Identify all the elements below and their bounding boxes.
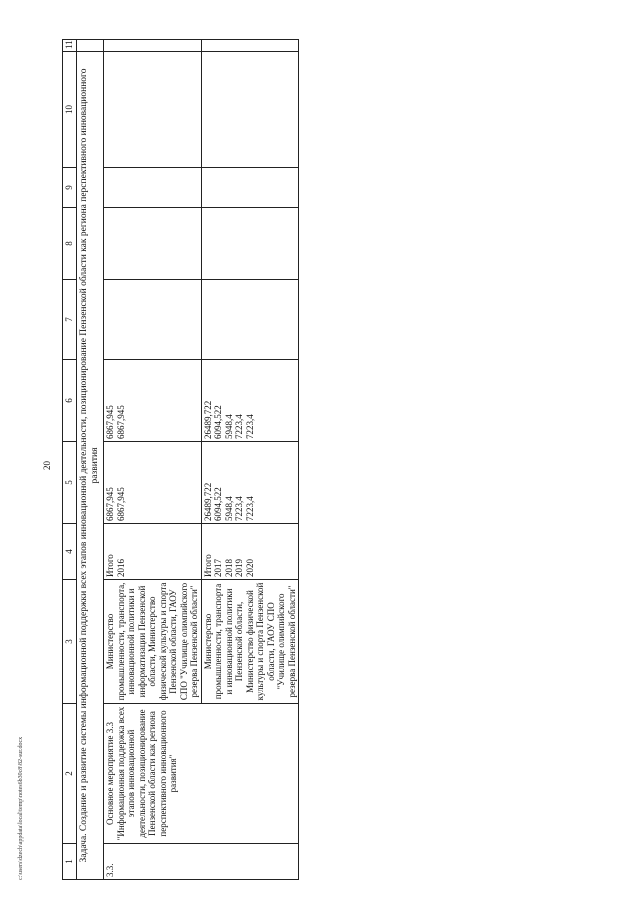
year-cell: 2016 [115,559,126,577]
empty-cell [104,280,202,360]
task-row [77,40,104,880]
empty-cell [104,52,202,168]
value-cell: 5948,4 [223,414,234,439]
col-header: 1 [63,844,77,880]
value-cell: 7223,4 [234,414,244,439]
year-cell: 2020 [244,559,255,577]
year-cell: 2017 [213,559,223,577]
col5-1 [104,442,202,524]
col-header: 8 [63,208,77,280]
empty-cell [201,280,299,360]
value-cell: 7223,4 [244,414,255,439]
years-2 [201,524,299,580]
col-header: 5 [63,442,77,524]
empty-cell [104,208,202,280]
empty-cell [201,52,299,168]
value-cell: 7223,4 [244,496,255,521]
value-cell: 6094,522 [213,405,223,439]
col6-1 [104,360,202,442]
value-cell: 6867,945 [115,487,126,521]
value-cell: 7223,4 [234,496,244,521]
col-header: 10 [63,52,77,168]
col5-2 [201,442,299,524]
row-number: 3.3. [104,844,299,880]
year-cell: 2018 [223,559,234,577]
budget-table [62,39,299,880]
empty-cell [201,40,299,52]
col-header: 7 [63,280,77,360]
task-text: Задача. Создание и развитие системы информационной поддержки всех этапов инновационной деятельности, позиционирование Пензенской области как региона перспективного инновационного развития [77,52,104,880]
value-cell: 6867,945 [105,405,115,439]
col-header: 11 [63,40,77,52]
value-cell: 6867,945 [115,405,126,439]
block1-row [104,40,202,880]
executor-2: Министерство промышленности, транспорта и инновационной политики Пензенской области, Министерство физической культуры и спорта Пензенской области, ГАОУ СПО "Училище олимпийского резерва Пензенской области" [201,580,299,704]
year-cell: 2019 [234,559,244,577]
executor-1: Министерство промышленности, транспорта, инновационной политики и информатизации Пензенской области, Министерство физической культуры и спорта Пензенской области, ГАОУ СПО "Училище олимпийского резерва Пензенской области" [104,580,202,704]
empty-cell [201,168,299,208]
col-header: 3 [63,580,77,704]
empty-cell [104,168,202,208]
rotated-table-container [62,40,582,880]
value-cell: 26489,722 [202,400,213,439]
column-number-row [63,40,77,880]
col-header: 2 [63,704,77,844]
col-header: 4 [63,524,77,580]
measure-name: Основное мероприятие 3.3 "Информационная поддержка всех этапов инновационной деятельности, позиционирование Пензенской области как региона перспективного инновационного развития" [104,704,299,844]
value-cell: 5948,4 [223,496,234,521]
empty-cell [201,208,299,280]
footer-file-path: c:\users\dzech\appdata\local\temp\notes6b30c8\82-sur.docx [18,736,24,880]
value-cell: 6094,522 [213,487,223,521]
page-number: 20 [42,461,52,470]
value-cell: 6867,945 [105,487,115,521]
col-header: 9 [63,168,77,208]
year-cell: Итого [105,554,115,577]
value-cell: 26489,722 [202,482,213,521]
empty-cell [104,40,202,52]
years-1 [104,524,202,580]
col6-2 [201,360,299,442]
empty-cell [77,40,104,52]
year-cell: Итого [202,554,213,577]
col-header: 6 [63,360,77,442]
